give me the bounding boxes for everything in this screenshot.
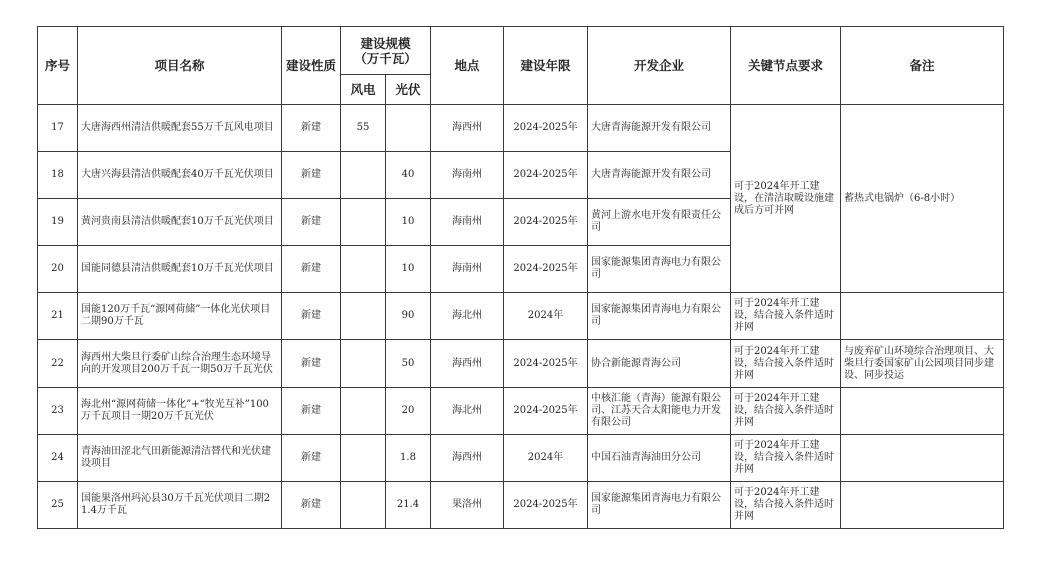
cell-name: 青海油田涩北气田新能源清洁替代和光伏建设项目	[78, 435, 282, 482]
cell-period: 2024-2025年	[504, 388, 588, 435]
cell-node: 可于2024年开工建设，结合接入条件适时并网	[731, 340, 841, 388]
cell-wind	[341, 435, 386, 482]
cell-name: 黄河贵南县清洁供暖配套10万千瓦光伏项目	[78, 199, 282, 246]
cell-wind: 55	[341, 105, 386, 152]
cell-node: 可于2024年开工建设，结合接入条件适时并网	[731, 388, 841, 435]
cell-nature: 新建	[282, 293, 341, 340]
cell-location: 海西州	[431, 340, 504, 388]
cell-location: 海西州	[431, 435, 504, 482]
cell-node: 可于2024年开工建设，结合接入条件适时并网	[731, 293, 841, 340]
cell-remark	[841, 482, 1004, 529]
header-scale: 建设规模 （万千瓦）	[341, 27, 431, 75]
cell-seq: 24	[38, 435, 78, 482]
cell-period: 2024-2025年	[504, 482, 588, 529]
cell-node: 可于2024年开工建设，结合接入条件适时并网	[731, 482, 841, 529]
header-seq: 序号	[38, 27, 78, 105]
cell-name: 大唐海西州清洁供暖配套55万千瓦风电项目	[78, 105, 282, 152]
cell-company: 协合新能源青海公司	[588, 340, 731, 388]
table-row	[38, 388, 1004, 435]
cell-company: 黄河上游水电开发有限责任公司	[588, 199, 731, 246]
cell-location: 海南州	[431, 246, 504, 293]
cell-name: 海北州“源网荷储一体化”+“牧光互补”100万千瓦项目一期20万千瓦光伏	[78, 388, 282, 435]
cell-nature: 新建	[282, 152, 341, 199]
cell-seq: 19	[38, 199, 78, 246]
cell-location: 海北州	[431, 293, 504, 340]
cell-solar: 50	[386, 340, 431, 388]
cell-solar	[386, 105, 431, 152]
cell-wind	[341, 388, 386, 435]
cell-solar: 10	[386, 199, 431, 246]
cell-remark	[841, 388, 1004, 435]
cell-solar: 20	[386, 388, 431, 435]
cell-name: 国能同德县清洁供暖配套10万千瓦光伏项目	[78, 246, 282, 293]
cell-period: 2024-2025年	[504, 152, 588, 199]
cell-remark: 与废弃矿山环境综合治理项目、大柴旦行委国家矿山公园项目同步建设、同步投运	[841, 340, 1004, 388]
cell-node-merged: 可于2024年开工建设，在清洁取暖设施建成后方可并网	[731, 105, 841, 293]
cell-remark-merged: 蓄热式电锅炉（6-8小时）	[841, 105, 1004, 293]
cell-company: 国家能源集团青海电力有限公司	[588, 246, 731, 293]
cell-name: 海西州大柴旦行委矿山综合治理生态环境导向的开发项目200万千瓦一期50万千瓦光伏	[78, 340, 282, 388]
cell-period: 2024-2025年	[504, 340, 588, 388]
cell-location: 果洛州	[431, 482, 504, 529]
cell-nature: 新建	[282, 482, 341, 529]
table-row	[38, 482, 1004, 529]
cell-solar: 40	[386, 152, 431, 199]
cell-wind	[341, 293, 386, 340]
cell-period: 2024-2025年	[504, 105, 588, 152]
cell-period: 2024年	[504, 293, 588, 340]
header-name: 项目名称	[78, 27, 282, 105]
cell-solar: 1.8	[386, 435, 431, 482]
cell-location: 海南州	[431, 152, 504, 199]
table-row	[38, 340, 1004, 388]
header-wind: 风电	[341, 75, 386, 105]
cell-period: 2024年	[504, 435, 588, 482]
header-nature: 建设性质	[282, 27, 341, 105]
cell-solar: 10	[386, 246, 431, 293]
cell-nature: 新建	[282, 199, 341, 246]
cell-solar: 90	[386, 293, 431, 340]
header-row	[38, 27, 1004, 75]
table-row	[38, 293, 1004, 340]
cell-location: 海南州	[431, 199, 504, 246]
cell-company: 国家能源集团青海电力有限公司	[588, 482, 731, 529]
cell-nature: 新建	[282, 388, 341, 435]
cell-seq: 21	[38, 293, 78, 340]
cell-remark	[841, 435, 1004, 482]
cell-wind	[341, 152, 386, 199]
cell-wind	[341, 199, 386, 246]
cell-wind	[341, 246, 386, 293]
cell-name: 国能果洛州玛沁县30万千瓦光伏项目二期21.4万千瓦	[78, 482, 282, 529]
header-period: 建设年限	[504, 27, 588, 105]
cell-period: 2024-2025年	[504, 246, 588, 293]
project-table	[37, 26, 1004, 529]
cell-company: 国家能源集团青海电力有限公司	[588, 293, 731, 340]
cell-nature: 新建	[282, 340, 341, 388]
cell-location: 海北州	[431, 388, 504, 435]
cell-company: 大唐青海能源开发有限公司	[588, 105, 731, 152]
header-solar: 光伏	[386, 75, 431, 105]
cell-seq: 23	[38, 388, 78, 435]
cell-name: 大唐兴海县清洁供暖配套40万千瓦光伏项目	[78, 152, 282, 199]
cell-wind	[341, 482, 386, 529]
cell-wind	[341, 340, 386, 388]
table-row	[38, 105, 1004, 152]
cell-company: 中核汇能（青海）能源有限公司、江苏天合太阳能电力开发有限公司	[588, 388, 731, 435]
cell-remark	[841, 293, 1004, 340]
cell-solar: 21.4	[386, 482, 431, 529]
cell-nature: 新建	[282, 435, 341, 482]
cell-seq: 25	[38, 482, 78, 529]
cell-seq: 22	[38, 340, 78, 388]
cell-name: 国能120万千瓦“源网荷储”一体化光伏项目二期90万千瓦	[78, 293, 282, 340]
cell-seq: 20	[38, 246, 78, 293]
cell-period: 2024-2025年	[504, 199, 588, 246]
header-company: 开发企业	[588, 27, 731, 105]
header-node: 关键节点要求	[731, 27, 841, 105]
cell-company: 中国石油青海油田分公司	[588, 435, 731, 482]
cell-location: 海西州	[431, 105, 504, 152]
cell-seq: 18	[38, 152, 78, 199]
header-remark: 备注	[841, 27, 1004, 105]
cell-seq: 17	[38, 105, 78, 152]
header-location: 地点	[431, 27, 504, 105]
cell-nature: 新建	[282, 246, 341, 293]
cell-company: 大唐青海能源开发有限公司	[588, 152, 731, 199]
cell-node: 可于2024年开工建设，结合接入条件适时并网	[731, 435, 841, 482]
cell-nature: 新建	[282, 105, 341, 152]
table-row	[38, 435, 1004, 482]
